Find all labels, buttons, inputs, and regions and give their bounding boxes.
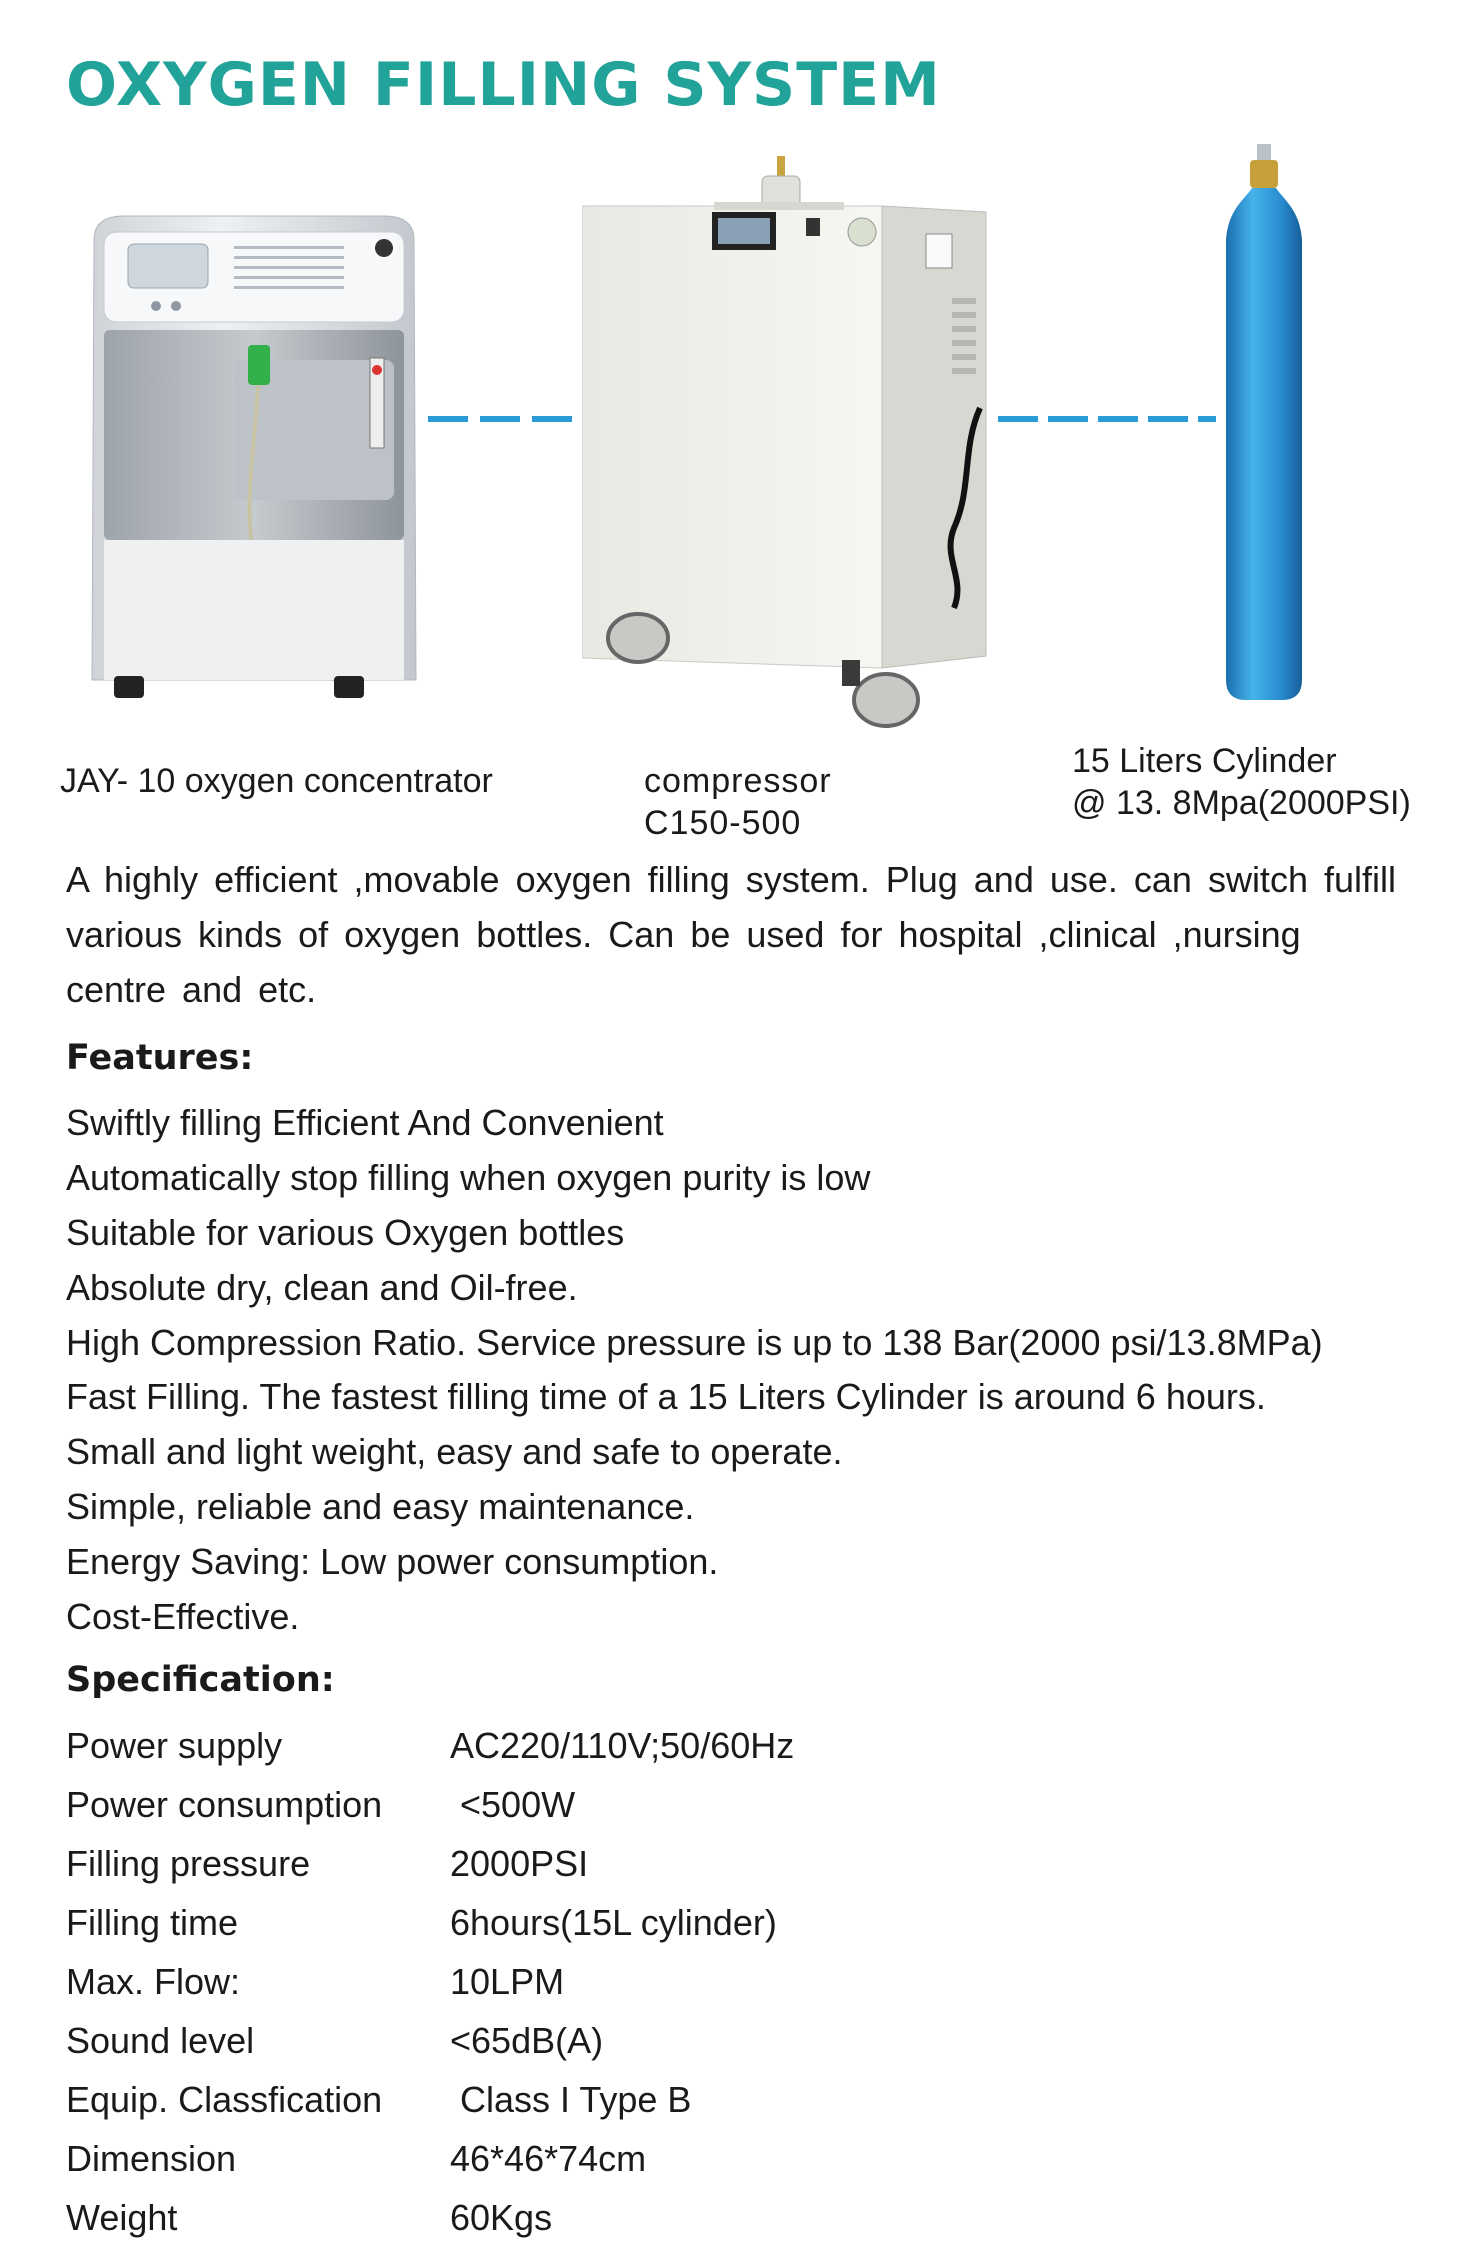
spec-row bbox=[66, 1893, 794, 1952]
cylinder-caption bbox=[1072, 740, 1411, 824]
spec-value: 10LPM bbox=[450, 1960, 565, 2002]
spec-row bbox=[66, 2188, 794, 2247]
compressor-caption bbox=[644, 760, 832, 844]
feature-item: Energy Saving: Low power consumption. bbox=[66, 1541, 719, 1583]
spec-label: Dimension bbox=[66, 2137, 237, 2179]
feature-item: Suitable for various Oxygen bottles bbox=[66, 1211, 625, 1253]
specification-heading: Specification: bbox=[66, 1660, 335, 1700]
feature-item: Swiftly filling Efficient And Convenient bbox=[66, 1102, 664, 1143]
spec-label: Filling time bbox=[66, 1901, 239, 1943]
page-title: OXYGEN FILLING SYSTEM bbox=[66, 50, 941, 120]
cylinder-caption-line-1: 15 Liters Cylinder bbox=[1072, 742, 1337, 780]
concentrator-caption bbox=[60, 760, 493, 802]
cylinder-caption-line-2: @ 13. 8Mpa(2000PSI) bbox=[1072, 784, 1411, 822]
spec-value: <500W bbox=[450, 1783, 576, 1825]
compressor-caption-line-2: C150-500 bbox=[644, 804, 802, 842]
specification-table bbox=[66, 1716, 794, 2247]
spec-row bbox=[66, 1716, 794, 1775]
spec-value: 6hours(15L cylinder) bbox=[450, 1901, 777, 1943]
compressor-caption-line-1: compressor bbox=[644, 762, 832, 800]
spec-label: Power consumption bbox=[66, 1783, 383, 1825]
feature-item: Simple, reliable and easy maintenance. bbox=[66, 1486, 695, 1528]
spec-row bbox=[66, 2129, 794, 2188]
spec-label: Equip. Classfication bbox=[66, 2078, 383, 2120]
feature-item: Automatically stop filling when oxygen purity is low bbox=[66, 1156, 871, 1198]
feature-item: Cost-Effective. bbox=[66, 1596, 300, 1638]
concentrator-caption-line: JAY- 10 oxygen concentrator bbox=[60, 762, 493, 800]
feature-item: Fast Filling. The fastest filling time of a 15 Liters Cylinder is around 6 hours. bbox=[66, 1376, 1266, 1418]
oxygen-concentrator-image bbox=[84, 210, 424, 710]
spec-label: Power supply bbox=[66, 1724, 283, 1766]
features-list bbox=[66, 1096, 1323, 1645]
feature-item: Absolute dry, clean and Oil-free. bbox=[66, 1266, 578, 1308]
spec-value: 46*46*74cm bbox=[450, 2137, 647, 2179]
spec-label: Max. Flow: bbox=[66, 1960, 241, 2002]
spec-value: Class I Type B bbox=[450, 2078, 692, 2120]
intro-paragraph: A highly efficient ,movable oxygen filling system. Plug and use. can switch fulfill various kinds of oxygen bottles. Can be used for hospital ,clinical ,nursing centre and etc. bbox=[66, 859, 1396, 1010]
features-heading: Features: bbox=[66, 1038, 254, 1078]
spec-row bbox=[66, 1775, 794, 1834]
feature-item: High Compression Ratio. Service pressure is up to 138 Bar(2000 psi/13.8MPa) bbox=[66, 1321, 1323, 1363]
compressor-image bbox=[582, 148, 1000, 748]
spec-row bbox=[66, 2011, 794, 2070]
oxygen-cylinder-image bbox=[1220, 140, 1310, 710]
connector-line-2 bbox=[998, 416, 1216, 422]
spec-value: 2000PSI bbox=[450, 1842, 589, 1884]
connector-line-1 bbox=[428, 416, 578, 422]
spec-row bbox=[66, 2070, 794, 2129]
spec-value: <65dB(A) bbox=[450, 2019, 604, 2061]
spec-label: Sound level bbox=[66, 2019, 255, 2061]
spec-value: AC220/110V;50/60Hz bbox=[450, 1724, 795, 1766]
spec-row bbox=[66, 1952, 794, 2011]
spec-label: Filling pressure bbox=[66, 1842, 311, 1884]
spec-label: Weight bbox=[66, 2196, 178, 2238]
spec-row bbox=[66, 1834, 794, 1893]
spec-value: 60Kgs bbox=[450, 2196, 553, 2238]
feature-item: Small and light weight, easy and safe to operate. bbox=[66, 1431, 843, 1473]
